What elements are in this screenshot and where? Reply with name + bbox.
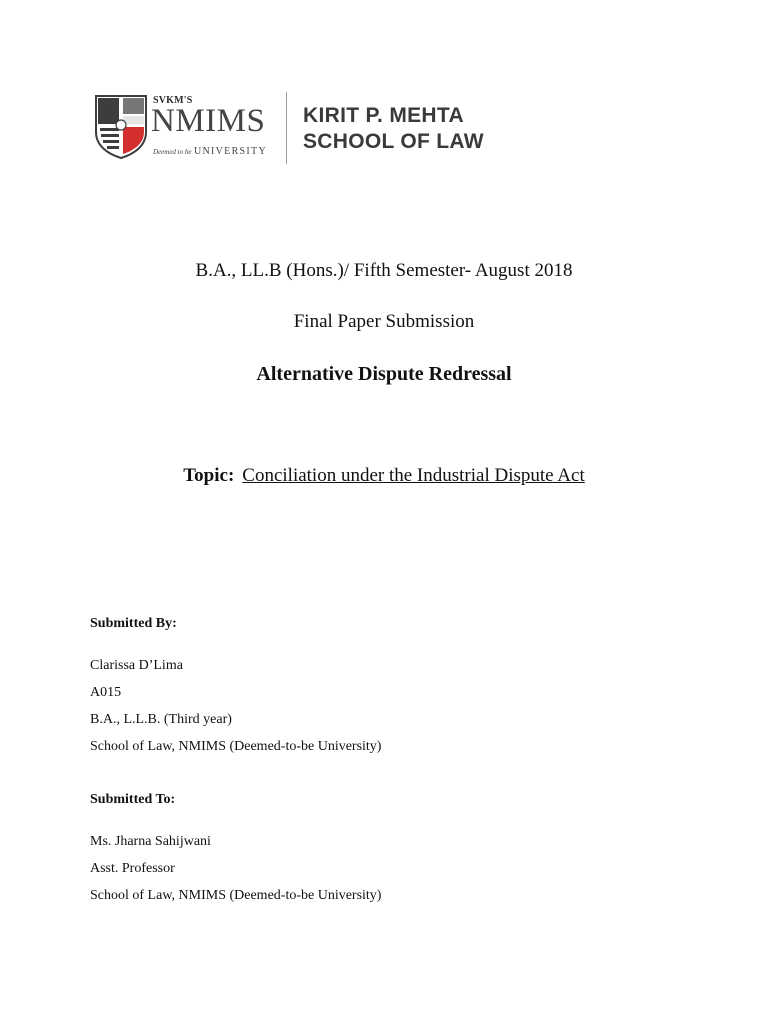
submitted-to-heading: Submitted To: bbox=[90, 792, 176, 807]
deemed-prefix: Deemed to be bbox=[153, 148, 192, 156]
school-name-line-2: SCHOOL OF LAW bbox=[303, 130, 484, 153]
nmims-wordmark: NMIMS bbox=[151, 103, 266, 139]
professor-name: Ms. Jharna Sahijwani bbox=[90, 834, 211, 849]
topic-line bbox=[0, 465, 768, 487]
student-program: B.A., L.L.B. (Third year) bbox=[90, 712, 232, 727]
professor-institution: School of Law, NMIMS (Deemed-to-be University) bbox=[90, 888, 382, 903]
submission-type: Final Paper Submission bbox=[293, 311, 475, 332]
logo-divider bbox=[286, 92, 287, 164]
professor-title: Asst. Professor bbox=[90, 861, 175, 876]
submitted-by-section bbox=[90, 610, 381, 760]
deemed-university-tagline bbox=[153, 146, 267, 157]
topic-label: Topic: bbox=[183, 465, 235, 486]
topic-text: Conciliation under the Industrial Dispute Act bbox=[242, 465, 585, 486]
student-name: Clarissa D’Lima bbox=[90, 658, 183, 673]
deemed-university: UNIVERSITY bbox=[193, 146, 267, 157]
nmims-crest-icon bbox=[94, 94, 148, 160]
submitted-to-section bbox=[90, 786, 381, 909]
course-line: B.A., LL.B (Hons.)/ Fifth Semester- August 2018 bbox=[195, 260, 573, 281]
subject-title: Alternative Dispute Redressal bbox=[256, 363, 512, 385]
institution-logo bbox=[94, 92, 494, 168]
student-roll-number: A015 bbox=[90, 685, 122, 700]
school-name-line-1: KIRIT P. MEHTA bbox=[303, 104, 464, 127]
submitted-by-heading: Submitted By: bbox=[90, 616, 177, 631]
svkm-label: SVKM'S bbox=[153, 95, 193, 106]
student-institution: School of Law, NMIMS (Deemed-to-be University) bbox=[90, 739, 382, 754]
